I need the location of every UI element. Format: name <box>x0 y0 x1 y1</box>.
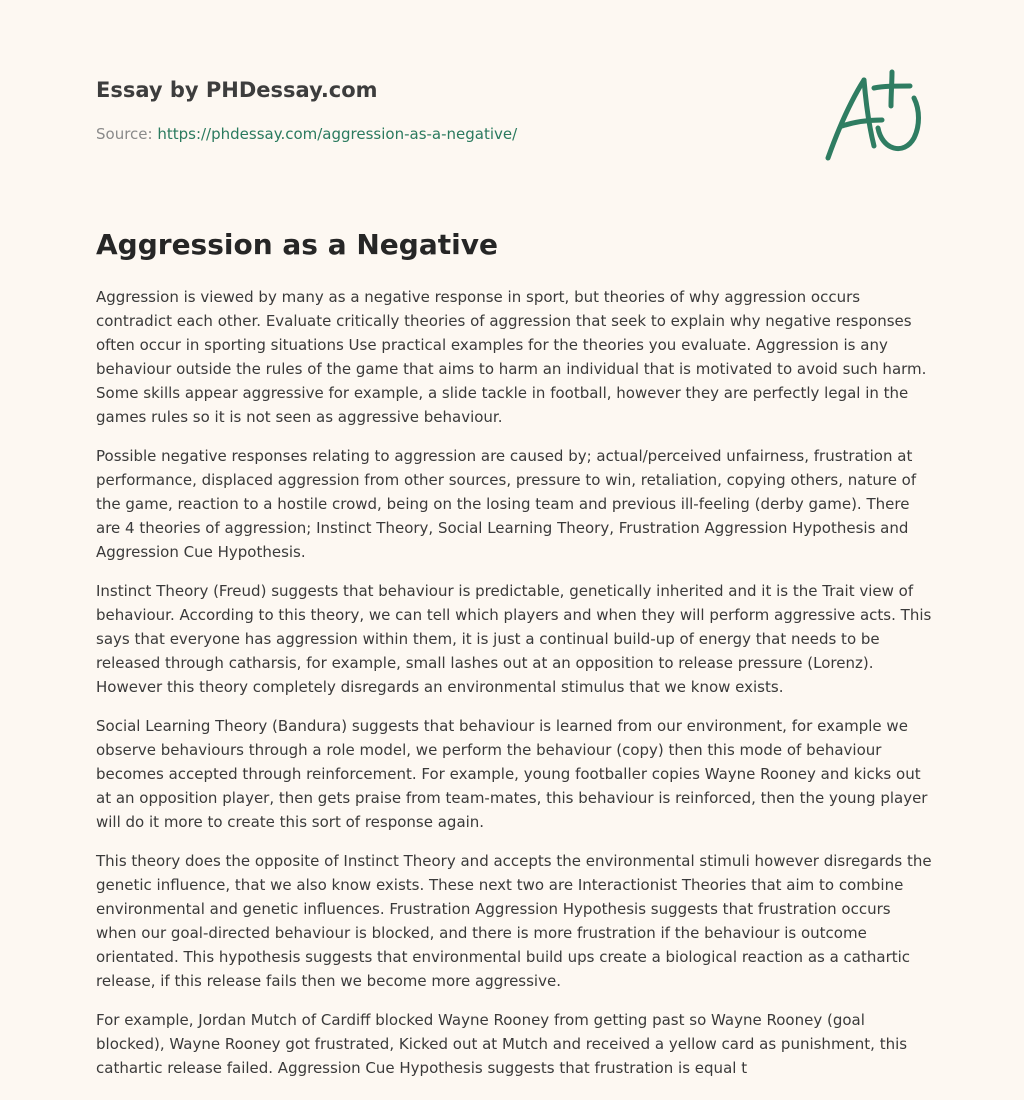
paragraph: Aggression is viewed by many as a negative response in sport, but theories of why aggression occurs contradict each other. Evaluate critically theories of aggression that seek to explain why negative responses often occur in sporting situations Use practical examples for the theories you evaluate. Aggression is any behaviour outside the rules of the game that aims to harm an individual that is motivated to avoid such harm. Some skills appear aggressive for example, a slide tackle in football, however they are perfectly legal in the games rules so it is not seen as aggressive behaviour. <box>96 288 927 426</box>
article-body <box>96 285 932 1095</box>
source-label: Source: <box>96 125 158 143</box>
paragraph: Social Learning Theory (Bandura) suggests that behaviour is learned from our environment, for example we observe behaviours through a role model, we perform the behaviour (copy) then this mode of behaviour becomes accepted through reinforcement. For example, young footballer copies Wayne Rooney and kicks out at an opposition player, then gets praise from team-mates, this behaviour is reinforced, then the young player will do it more to create this sort of response again. <box>96 717 928 831</box>
paragraph: This theory does the opposite of Instinct Theory and accepts the environmental stimuli however disregards the genetic influence, that we also know exists. These next two are Interactionist Theories that aim to combine environmental and genetic influences. Frustration Aggression Hypothesis suggests that frustration occurs when our goal-directed behaviour is blocked, and there is more frustration if the behaviour is outcome orientated. This hypothesis suggests that environmental build ups create a biological reaction as a cathartic release, if this release fails then we become more aggressive. <box>96 852 932 990</box>
source-line <box>96 124 696 144</box>
brand-title: Essay by PHDessay.com <box>96 78 378 102</box>
a-plus-logo-icon <box>822 68 926 166</box>
paragraph: Instinct Theory (Freud) suggests that behaviour is predictable, genetically inherited and it is the Trait view of behaviour. According to this theory, we can tell which players and when they will perform aggressive acts. This says that everyone has aggression within them, it is just a continual build-up of energy that needs to be released through catharsis, for example, small lashes out at an opposition to release pressure (Lorenz). However this theory completely disregards an environmental stimulus that we know exists. <box>96 582 932 696</box>
source-link[interactable]: https://phdessay.com/aggression-as-a-negative/ <box>157 125 518 143</box>
paragraph: Possible negative responses relating to aggression are caused by; actual/perceived unfairness, frustration at performance, displaced aggression from other sources, pressure to win, retaliation, copying others, nature of the game, reaction to a hostile crowd, being on the losing team and previous ill-feeling (derby game). There are 4 theories of aggression; Instinct Theory, Social Learning Theory, Frustration Aggression Hypothesis and Aggression Cue Hypothesis. <box>96 447 917 561</box>
header <box>96 76 696 144</box>
article-title: Aggression as a Negative <box>96 228 498 261</box>
paragraph: For example, Jordan Mutch of Cardiff blocked Wayne Rooney from getting past so Wayne Rooney (goal blocked), Wayne Rooney got frustrated, Kicked out at Mutch and received a yellow card as punishment, this cathartic release failed. Aggression Cue Hypothesis suggests that frustration is equal t <box>96 1011 908 1077</box>
